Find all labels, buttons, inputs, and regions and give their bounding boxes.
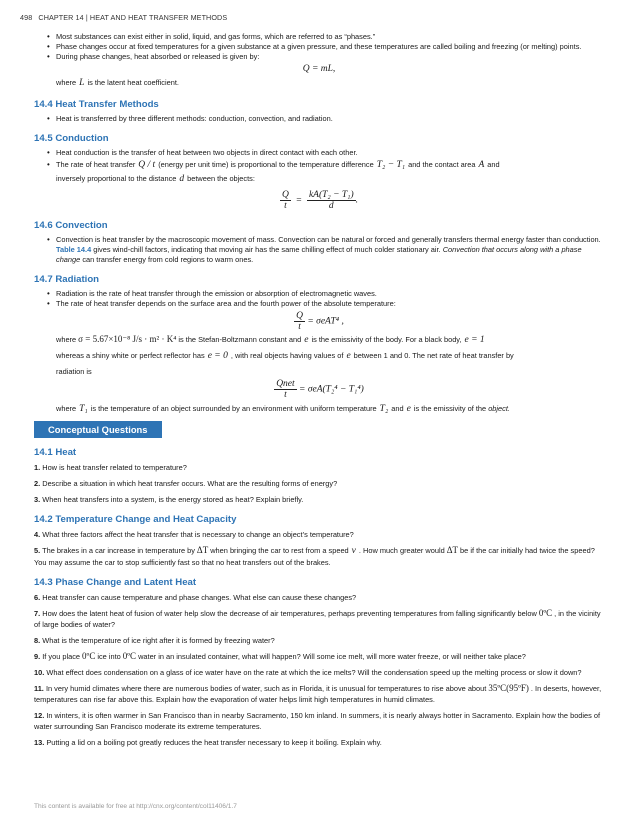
footer-attribution[interactable]: This content is available for free at http://cnx.org/content/col11406/1.7 (34, 803, 237, 810)
latent-heat-equation: Q = mL, (302, 64, 336, 74)
question-item: 6. Heat transfer can cause temperature and phase changes. What else can cause these changes? (34, 593, 357, 602)
question-section-14-2: 14.2 Temperature Change and Heat Capacity (34, 514, 237, 525)
s145-bullet-list (34, 148, 604, 186)
list-item: • Convection is heat transfer by the macroscopic movement of mass. Convection can be natural or forced and generally transfers thermal energy faster than conduction. Table 14.4 gives wind-chill factors, indicating that moving air has the same chilling effect of much colder stationary air. Convection that occurs along with a phase change can transfer energy from cold regions to warm ones. (56, 235, 604, 265)
s146-bullet-list (34, 235, 604, 265)
s144-bullet-list (34, 114, 604, 124)
section-title-14-6: 14.6 Convection (34, 220, 108, 231)
intro-bullet-list (34, 32, 604, 62)
question-section-14-3: 14.3 Phase Change and Latent Heat (34, 577, 197, 588)
table-link[interactable]: Table 14.4 (56, 245, 92, 254)
list-item: • Heat conduction is the transfer of heat between two objects in direct contact with each other. (56, 148, 604, 158)
list-item: • During phase changes, heat absorbed or released is given by: (56, 52, 604, 62)
radiation-text: where σ = 5.67×10⁻⁸ J/s · m² · K⁴ is the Stefan-Boltzmann constant and e is the emissivity of the body. For a black body, e = 1 whereas a shiny white or perfect reflector has e = 0 , with real objects having values of e between 1 and 0. The net rate of heat transfer by radiation is (56, 334, 514, 376)
question-item: 5. The brakes in a car increase in temperature by ΔT when bringing the car to rest from a speed v . How much greater would ΔT be if the car initially had twice the speed? You may assume the car to stop sufficiently fast so that no heat transfers out of the brakes. (34, 545, 595, 567)
list-item: • The rate of heat transfer depends on the surface area and the fourth power of the absolute temperature: (56, 299, 604, 309)
question-item: 10. What effect does condensation on a glass of ice water have on the rate at which the ice melts? Will the condensation speed up the melting process or slow it down? (34, 668, 582, 677)
question-item: 2. Describe a situation in which heat transfer occurs. What are the resulting forms of energy? (34, 479, 338, 488)
list-item: • The rate of heat transfer Q / t (energy per unit time) is proportional to the temperature difference T₂ − T₁ and the contact area A and inversely proportional to the distance d between the objects: (56, 158, 604, 186)
conduction-equation: $\frac{Q}{t}$ = $\frac{\text{kA(T₂ − T₁)}}{d}$ . (281, 190, 359, 211)
s147-bullet-list (34, 289, 604, 309)
section-title-14-7: 14.7 Radiation (34, 274, 100, 285)
question-item: 9. If you place 0ºC ice into 0ºC water in an insulated container, what will happen? Will some ice melt, will more water freeze, or will neither take place? (34, 651, 526, 661)
question-item: 13. Putting a lid on a boiling pot greatly reduces the heat transfer necessary to keep it boiling. Explain why. (34, 738, 382, 747)
list-item: • Phase changes occur at fixed temperatures for a given substance at a given pressure, and these temperatures are called boiling and freezing (or melting) points. (56, 42, 604, 52)
question-item: 1. How is heat transfer related to temperature? (34, 463, 187, 472)
question-item: 3. When heat transfers into a system, is the energy stored as heat? Explain briefly. (34, 495, 304, 504)
question-item: 11. In very humid climates where there are numerous bodies of water, such as in Florida, it is unusual for temperatures to rise above about 35ºC(95ºF) . In deserts, however, temperatures can rise far above this. Explain how the evaporation of water helps limit high temperatures in humid climates. (34, 683, 602, 704)
radiation-equation: $\frac{Q}{t}$ = σeAT⁴ , (296, 311, 344, 332)
net-radiation-equation: $\frac{\text{Qnet}}{t}$ = σeA(T₂⁴ − T₁⁴) (276, 379, 364, 400)
list-item: • Heat is transferred by three different methods: conduction, convection, and radiation. (56, 114, 604, 124)
chapter-title: CHAPTER 14 | HEAT AND HEAT TRANSFER METHODS (38, 13, 228, 22)
net-radiation-text: where T₁ is the temperature of an object surrounded by an environment with uniform temperature T₂ and e is the emissivity of the object. (56, 404, 510, 414)
page-number: 498 (20, 13, 33, 22)
latent-where-text: where L is the latent heat coefficient. (56, 78, 179, 88)
question-item: 7. How does the latent heat of fusion of water help slow the decrease of air temperatures, perhaps preventing temperatures from falling significantly below 0ºC , in the vicinity of large bodies of water? (34, 608, 601, 629)
question-item: 12. In winters, it is often warmer in San Francisco than in nearby Sacramento, 150 km inland. In summers, it is nearly always hotter in Sacramento. Explain how the bodies of water surrounding San Francisco moderate its extreme temperatures. (34, 711, 601, 731)
question-section-14-1: 14.1 Heat (34, 447, 77, 458)
question-item: 8. What is the temperature of ice right after it is formed by freezing water? (34, 636, 275, 645)
conceptual-questions-banner: Conceptual Questions (34, 421, 162, 438)
question-item: 4. What three factors affect the heat transfer that is necessary to change an object’s temperature? (34, 530, 354, 539)
list-item: • Most substances can exist either in solid, liquid, and gas forms, which are referred to as “phases.” (56, 32, 604, 42)
section-title-14-5: 14.5 Conduction (34, 133, 109, 144)
list-item: • Radiation is the rate of heat transfer through the emission or absorption of electromagnetic waves. (56, 289, 604, 299)
section-title-14-4: 14.4 Heat Transfer Methods (34, 99, 159, 110)
running-header (20, 13, 604, 22)
